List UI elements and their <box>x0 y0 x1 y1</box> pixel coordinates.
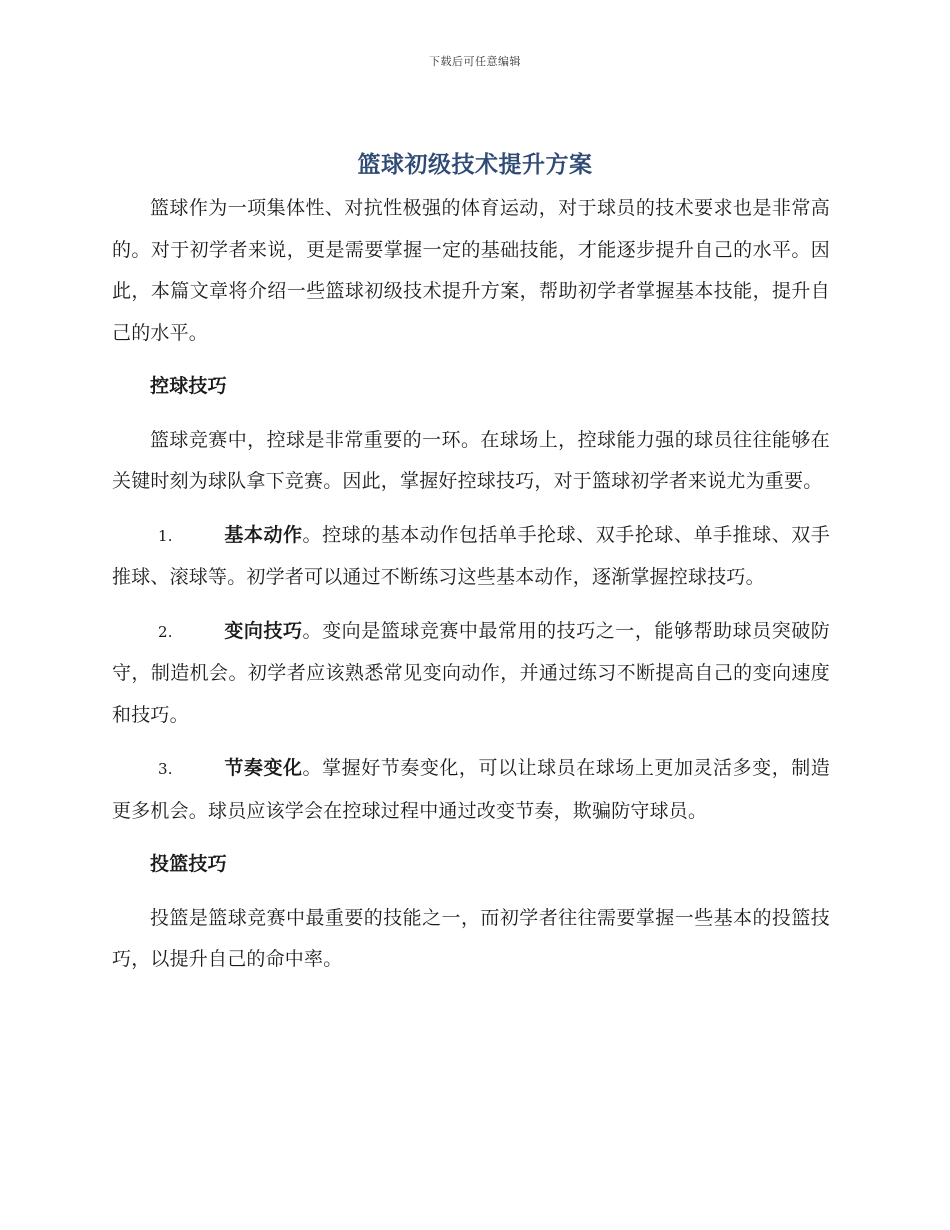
list-item <box>112 515 830 599</box>
list-term: 变向技巧 <box>224 619 303 642</box>
list-text: 。变向是篮球竞赛中最常用的技巧之一，能够帮助球员突破防守，制造机会。初学者应该熟悉常见变向动作，并通过练习不断提高自己的变向速度和技巧。 <box>112 619 830 726</box>
list-text: 。掌握好节奏变化，可以让球员在球场上更加灵活多变，制造更多机会。球员应该学会在控球过程中通过改变节奏，欺骗防守球员。 <box>112 757 830 822</box>
document-title: 篮球初级技术提升方案 <box>357 152 593 178</box>
intro-paragraph: 篮球作为一项集体性、对抗性极强的体育运动，对于球员的技术要求也是非常高的。对于初学者来说，更是需要掌握一定的基础技能，才能逐步提升自己的水平。因此，本篇文章将介绍一些篮球初级技术提升方案，帮助初学者掌握基本技能，提升自己的水平。 <box>112 197 830 344</box>
list-term: 基本动作 <box>224 523 303 546</box>
list-number: 3. <box>158 760 173 778</box>
section-paragraph-ball-control: 篮球竞赛中，控球是非常重要的一环。在球场上，控球能力强的球员往往能够在关键时刻为球队拿下竞赛。因此，掌握好控球技巧，对于篮球初学者来说尤为重要。 <box>112 428 830 492</box>
section-heading-shooting: 投篮技巧 <box>150 853 227 875</box>
list-number: 1. <box>158 526 173 545</box>
header-note: 下载后可任意编辑 <box>429 55 521 68</box>
list-number: 2. <box>158 622 173 641</box>
section-heading-ball-control: 控球技巧 <box>150 375 227 397</box>
section-paragraph-shooting: 投篮是篮球竞赛中最重要的技能之一，而初学者往往需要掌握一些基本的投篮技巧，以提升自己的命中率。 <box>112 906 830 970</box>
list-text: 。控球的基本动作包括单手抡球、双手抡球、单手推球、双手推球、滚球等。初学者可以通过不断练习这些基本动作，逐渐掌握控球技巧。 <box>112 523 830 588</box>
document-body <box>112 188 830 981</box>
list-term: 节奏变化 <box>224 757 303 779</box>
list-item <box>112 611 830 737</box>
list-item <box>112 748 830 832</box>
